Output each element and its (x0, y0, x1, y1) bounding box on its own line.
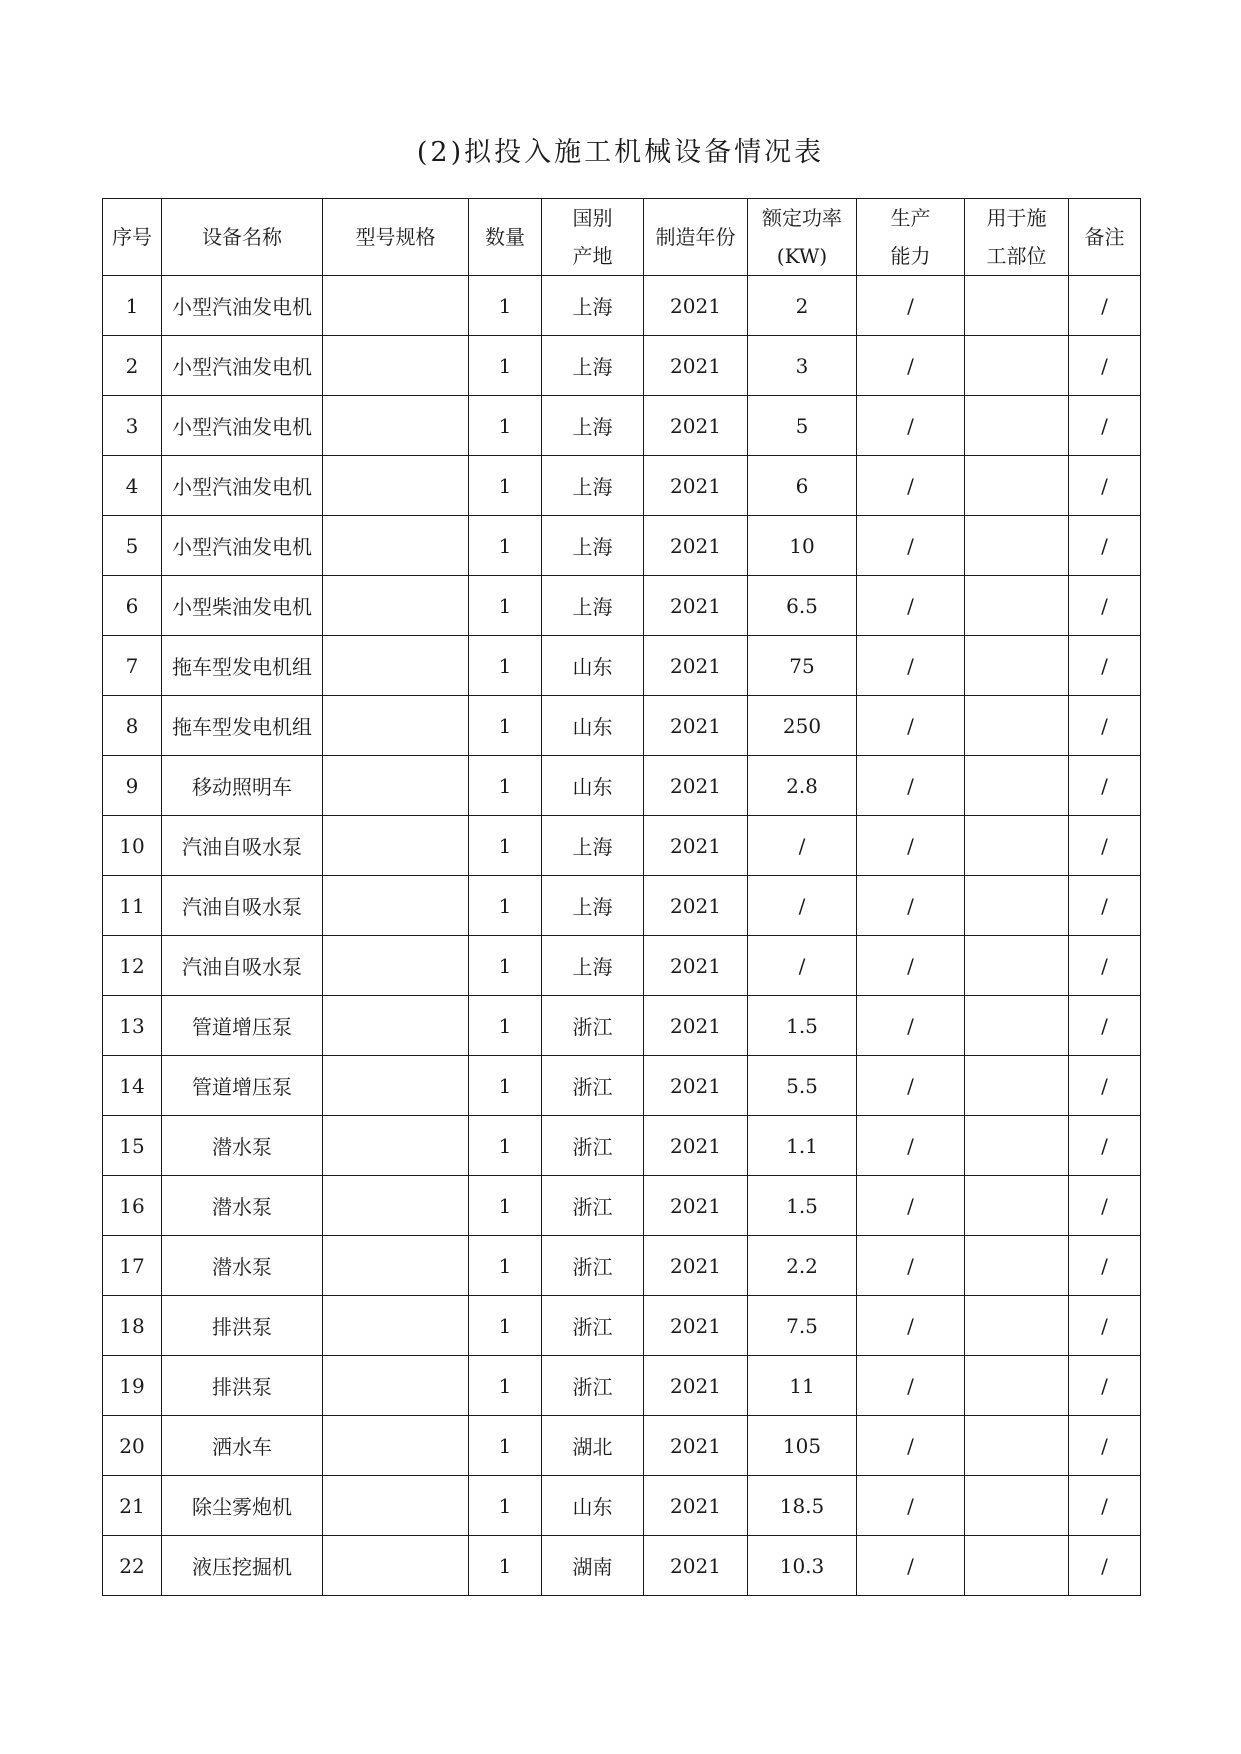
cell-origin: 上海 (542, 876, 644, 936)
cell-name: 排洪泵 (162, 1356, 323, 1416)
cell-seq: 5 (103, 516, 162, 576)
cell-year: 2021 (644, 1296, 748, 1356)
cell-usage (965, 1536, 1069, 1596)
cell-power: 3 (748, 336, 857, 396)
cell-power: 105 (748, 1416, 857, 1476)
cell-remark: / (1069, 636, 1141, 696)
cell-qty: 1 (469, 996, 542, 1056)
cell-name: 排洪泵 (162, 1296, 323, 1356)
table-row (103, 936, 1141, 996)
header-power (748, 199, 857, 276)
cell-capacity: / (857, 1356, 965, 1416)
header-power-line1: 额定功率 (762, 206, 842, 230)
cell-power: / (748, 936, 857, 996)
cell-remark: / (1069, 1296, 1141, 1356)
cell-qty: 1 (469, 396, 542, 456)
cell-seq: 12 (103, 936, 162, 996)
cell-year: 2021 (644, 1536, 748, 1596)
header-qty: 数量 (469, 199, 542, 276)
cell-origin: 山东 (542, 696, 644, 756)
cell-power: 18.5 (748, 1476, 857, 1536)
header-remark: 备注 (1069, 199, 1141, 276)
cell-qty: 1 (469, 276, 542, 336)
cell-year: 2021 (644, 756, 748, 816)
cell-remark: / (1069, 456, 1141, 516)
cell-qty: 1 (469, 1056, 542, 1116)
header-power-line2: (KW) (776, 244, 828, 268)
cell-year: 2021 (644, 636, 748, 696)
cell-usage (965, 1236, 1069, 1296)
cell-usage (965, 876, 1069, 936)
table-row (103, 336, 1141, 396)
cell-name: 洒水车 (162, 1416, 323, 1476)
header-row (103, 199, 1141, 276)
cell-remark: / (1069, 1416, 1141, 1476)
cell-capacity: / (857, 516, 965, 576)
cell-origin: 上海 (542, 456, 644, 516)
cell-name: 小型汽油发电机 (162, 516, 323, 576)
cell-seq: 6 (103, 576, 162, 636)
cell-model (323, 876, 469, 936)
cell-usage (965, 1116, 1069, 1176)
cell-power: 75 (748, 636, 857, 696)
cell-usage (965, 696, 1069, 756)
cell-year: 2021 (644, 1476, 748, 1536)
cell-capacity: / (857, 336, 965, 396)
cell-qty: 1 (469, 456, 542, 516)
cell-year: 2021 (644, 1056, 748, 1116)
cell-seq: 11 (103, 876, 162, 936)
cell-remark: / (1069, 696, 1141, 756)
header-origin-line1: 国别 (572, 206, 613, 230)
cell-name: 移动照明车 (162, 756, 323, 816)
cell-seq: 17 (103, 1236, 162, 1296)
cell-name: 拖车型发电机组 (162, 636, 323, 696)
header-capacity-line1: 生产 (890, 206, 931, 230)
cell-origin: 上海 (542, 576, 644, 636)
cell-year: 2021 (644, 516, 748, 576)
cell-capacity: / (857, 1296, 965, 1356)
cell-power: 7.5 (748, 1296, 857, 1356)
cell-year: 2021 (644, 1236, 748, 1296)
cell-usage (965, 756, 1069, 816)
cell-qty: 1 (469, 1476, 542, 1536)
table-row (103, 1296, 1141, 1356)
cell-usage (965, 1476, 1069, 1536)
cell-origin: 上海 (542, 516, 644, 576)
cell-model (323, 336, 469, 396)
cell-year: 2021 (644, 876, 748, 936)
cell-origin: 浙江 (542, 996, 644, 1056)
header-usage (965, 199, 1069, 276)
cell-qty: 1 (469, 1236, 542, 1296)
cell-remark: / (1069, 756, 1141, 816)
table-row (103, 756, 1141, 816)
cell-name: 小型柴油发电机 (162, 576, 323, 636)
cell-seq: 2 (103, 336, 162, 396)
cell-qty: 1 (469, 1116, 542, 1176)
cell-qty: 1 (469, 936, 542, 996)
cell-remark: / (1069, 816, 1141, 876)
cell-usage (965, 1416, 1069, 1476)
cell-remark: / (1069, 396, 1141, 456)
cell-qty: 1 (469, 1416, 542, 1476)
table-row (103, 1356, 1141, 1416)
cell-name: 潜水泵 (162, 1116, 323, 1176)
header-year: 制造年份 (644, 199, 748, 276)
cell-year: 2021 (644, 996, 748, 1056)
cell-remark: / (1069, 276, 1141, 336)
cell-capacity: / (857, 1536, 965, 1596)
cell-qty: 1 (469, 576, 542, 636)
equipment-table (102, 198, 1141, 1596)
cell-name: 小型汽油发电机 (162, 456, 323, 516)
cell-capacity: / (857, 456, 965, 516)
cell-name: 除尘雾炮机 (162, 1476, 323, 1536)
cell-model (323, 1236, 469, 1296)
cell-name: 小型汽油发电机 (162, 396, 323, 456)
cell-remark: / (1069, 1116, 1141, 1176)
cell-remark: / (1069, 1476, 1141, 1536)
cell-remark: / (1069, 1176, 1141, 1236)
cell-model (323, 1056, 469, 1116)
cell-year: 2021 (644, 276, 748, 336)
cell-origin: 浙江 (542, 1296, 644, 1356)
cell-origin: 浙江 (542, 1236, 644, 1296)
cell-model (323, 816, 469, 876)
cell-origin: 浙江 (542, 1176, 644, 1236)
cell-remark: / (1069, 336, 1141, 396)
cell-seq: 19 (103, 1356, 162, 1416)
cell-qty: 1 (469, 876, 542, 936)
cell-usage (965, 276, 1069, 336)
table-row (103, 1536, 1141, 1596)
cell-usage (965, 1296, 1069, 1356)
cell-model (323, 1416, 469, 1476)
cell-power: 11 (748, 1356, 857, 1416)
table-row (103, 516, 1141, 576)
cell-remark: / (1069, 516, 1141, 576)
table-row (103, 396, 1141, 456)
cell-origin: 湖南 (542, 1536, 644, 1596)
cell-seq: 13 (103, 996, 162, 1056)
cell-capacity: / (857, 1176, 965, 1236)
cell-model (323, 996, 469, 1056)
cell-remark: / (1069, 996, 1141, 1056)
cell-capacity: / (857, 996, 965, 1056)
cell-remark: / (1069, 876, 1141, 936)
cell-capacity: / (857, 1416, 965, 1476)
cell-name: 液压挖掘机 (162, 1536, 323, 1596)
cell-model (323, 936, 469, 996)
cell-qty: 1 (469, 1536, 542, 1596)
cell-origin: 上海 (542, 816, 644, 876)
cell-qty: 1 (469, 816, 542, 876)
cell-power: 10 (748, 516, 857, 576)
cell-seq: 18 (103, 1296, 162, 1356)
cell-model (323, 1476, 469, 1536)
cell-capacity: / (857, 876, 965, 936)
cell-remark: / (1069, 1056, 1141, 1116)
cell-name: 潜水泵 (162, 1236, 323, 1296)
cell-usage (965, 1176, 1069, 1236)
cell-origin: 山东 (542, 1476, 644, 1536)
cell-year: 2021 (644, 816, 748, 876)
cell-seq: 16 (103, 1176, 162, 1236)
cell-capacity: / (857, 1236, 965, 1296)
cell-power: 5.5 (748, 1056, 857, 1116)
cell-seq: 10 (103, 816, 162, 876)
cell-model (323, 396, 469, 456)
cell-year: 2021 (644, 936, 748, 996)
cell-year: 2021 (644, 1356, 748, 1416)
cell-remark: / (1069, 576, 1141, 636)
cell-qty: 1 (469, 1356, 542, 1416)
cell-qty: 1 (469, 336, 542, 396)
cell-power: / (748, 816, 857, 876)
table-row (103, 456, 1141, 516)
cell-remark: / (1069, 1536, 1141, 1596)
cell-model (323, 1176, 469, 1236)
cell-power: 2.8 (748, 756, 857, 816)
cell-name: 管道增压泵 (162, 1056, 323, 1116)
header-capacity-line2: 能力 (890, 244, 931, 268)
cell-origin: 浙江 (542, 1356, 644, 1416)
page-title: (2)拟投入施工机械设备情况表 (416, 137, 825, 168)
cell-model (323, 636, 469, 696)
header-capacity (857, 199, 965, 276)
cell-model (323, 576, 469, 636)
table-row (103, 1416, 1141, 1476)
cell-model (323, 1116, 469, 1176)
cell-year: 2021 (644, 396, 748, 456)
cell-origin: 山东 (542, 636, 644, 696)
table-row (103, 576, 1141, 636)
cell-power: 1.5 (748, 1176, 857, 1236)
cell-name: 汽油自吸水泵 (162, 876, 323, 936)
cell-qty: 1 (469, 1296, 542, 1356)
cell-qty: 1 (469, 756, 542, 816)
cell-origin: 上海 (542, 276, 644, 336)
cell-model (323, 276, 469, 336)
cell-origin: 上海 (542, 336, 644, 396)
cell-year: 2021 (644, 576, 748, 636)
cell-remark: / (1069, 1236, 1141, 1296)
cell-power: 5 (748, 396, 857, 456)
header-usage-line1: 用于施 (986, 206, 1047, 230)
cell-usage (965, 636, 1069, 696)
header-origin (542, 199, 644, 276)
cell-power: 10.3 (748, 1536, 857, 1596)
cell-capacity: / (857, 756, 965, 816)
cell-power: / (748, 876, 857, 936)
cell-model (323, 1296, 469, 1356)
cell-capacity: / (857, 1116, 965, 1176)
cell-seq: 9 (103, 756, 162, 816)
cell-origin: 湖北 (542, 1416, 644, 1476)
cell-usage (965, 996, 1069, 1056)
cell-name: 拖车型发电机组 (162, 696, 323, 756)
header-name: 设备名称 (162, 199, 323, 276)
table-row (103, 816, 1141, 876)
cell-year: 2021 (644, 1176, 748, 1236)
cell-year: 2021 (644, 456, 748, 516)
cell-seq: 22 (103, 1536, 162, 1596)
cell-capacity: / (857, 276, 965, 336)
cell-power: 2.2 (748, 1236, 857, 1296)
cell-seq: 15 (103, 1116, 162, 1176)
cell-seq: 3 (103, 396, 162, 456)
cell-power: 250 (748, 696, 857, 756)
table-row (103, 1056, 1141, 1116)
table-row (103, 1176, 1141, 1236)
cell-model (323, 1536, 469, 1596)
cell-seq: 1 (103, 276, 162, 336)
header-model: 型号规格 (323, 199, 469, 276)
cell-seq: 7 (103, 636, 162, 696)
cell-remark: / (1069, 1356, 1141, 1416)
cell-power: 6 (748, 456, 857, 516)
cell-qty: 1 (469, 696, 542, 756)
cell-name: 小型汽油发电机 (162, 336, 323, 396)
table-row (103, 1116, 1141, 1176)
cell-origin: 浙江 (542, 1056, 644, 1116)
cell-seq: 14 (103, 1056, 162, 1116)
cell-usage (965, 1356, 1069, 1416)
cell-seq: 20 (103, 1416, 162, 1476)
cell-capacity: / (857, 936, 965, 996)
table-row (103, 876, 1141, 936)
table-row (103, 696, 1141, 756)
cell-qty: 1 (469, 1176, 542, 1236)
cell-capacity: / (857, 1476, 965, 1536)
cell-year: 2021 (644, 336, 748, 396)
table-row (103, 636, 1141, 696)
cell-seq: 4 (103, 456, 162, 516)
header-origin-line2: 产地 (572, 244, 613, 268)
cell-capacity: / (857, 816, 965, 876)
table-row (103, 1236, 1141, 1296)
cell-model (323, 756, 469, 816)
cell-capacity: / (857, 576, 965, 636)
cell-seq: 8 (103, 696, 162, 756)
cell-origin: 山东 (542, 756, 644, 816)
cell-usage (965, 456, 1069, 516)
cell-usage (965, 336, 1069, 396)
table-row (103, 276, 1141, 336)
cell-name: 潜水泵 (162, 1176, 323, 1236)
cell-usage (965, 396, 1069, 456)
cell-capacity: / (857, 1056, 965, 1116)
cell-name: 管道增压泵 (162, 996, 323, 1056)
cell-power: 6.5 (748, 576, 857, 636)
table-row (103, 1476, 1141, 1536)
cell-origin: 浙江 (542, 1116, 644, 1176)
header-usage-line2: 工部位 (986, 244, 1047, 268)
cell-usage (965, 1056, 1069, 1116)
table-body (103, 276, 1141, 1596)
header-seq: 序号 (103, 199, 162, 276)
cell-model (323, 1356, 469, 1416)
cell-usage (965, 516, 1069, 576)
cell-year: 2021 (644, 1416, 748, 1476)
cell-usage (965, 936, 1069, 996)
cell-power: 1.1 (748, 1116, 857, 1176)
cell-capacity: / (857, 636, 965, 696)
cell-power: 2 (748, 276, 857, 336)
cell-name: 小型汽油发电机 (162, 276, 323, 336)
cell-qty: 1 (469, 516, 542, 576)
cell-power: 1.5 (748, 996, 857, 1056)
cell-year: 2021 (644, 696, 748, 756)
cell-name: 汽油自吸水泵 (162, 816, 323, 876)
cell-model (323, 456, 469, 516)
cell-usage (965, 816, 1069, 876)
cell-capacity: / (857, 396, 965, 456)
table-row (103, 996, 1141, 1056)
cell-origin: 上海 (542, 936, 644, 996)
cell-usage (965, 576, 1069, 636)
cell-origin: 上海 (542, 396, 644, 456)
cell-qty: 1 (469, 636, 542, 696)
cell-model (323, 696, 469, 756)
cell-name: 汽油自吸水泵 (162, 936, 323, 996)
cell-capacity: / (857, 696, 965, 756)
cell-year: 2021 (644, 1116, 748, 1176)
cell-remark: / (1069, 936, 1141, 996)
cell-model (323, 516, 469, 576)
cell-seq: 21 (103, 1476, 162, 1536)
